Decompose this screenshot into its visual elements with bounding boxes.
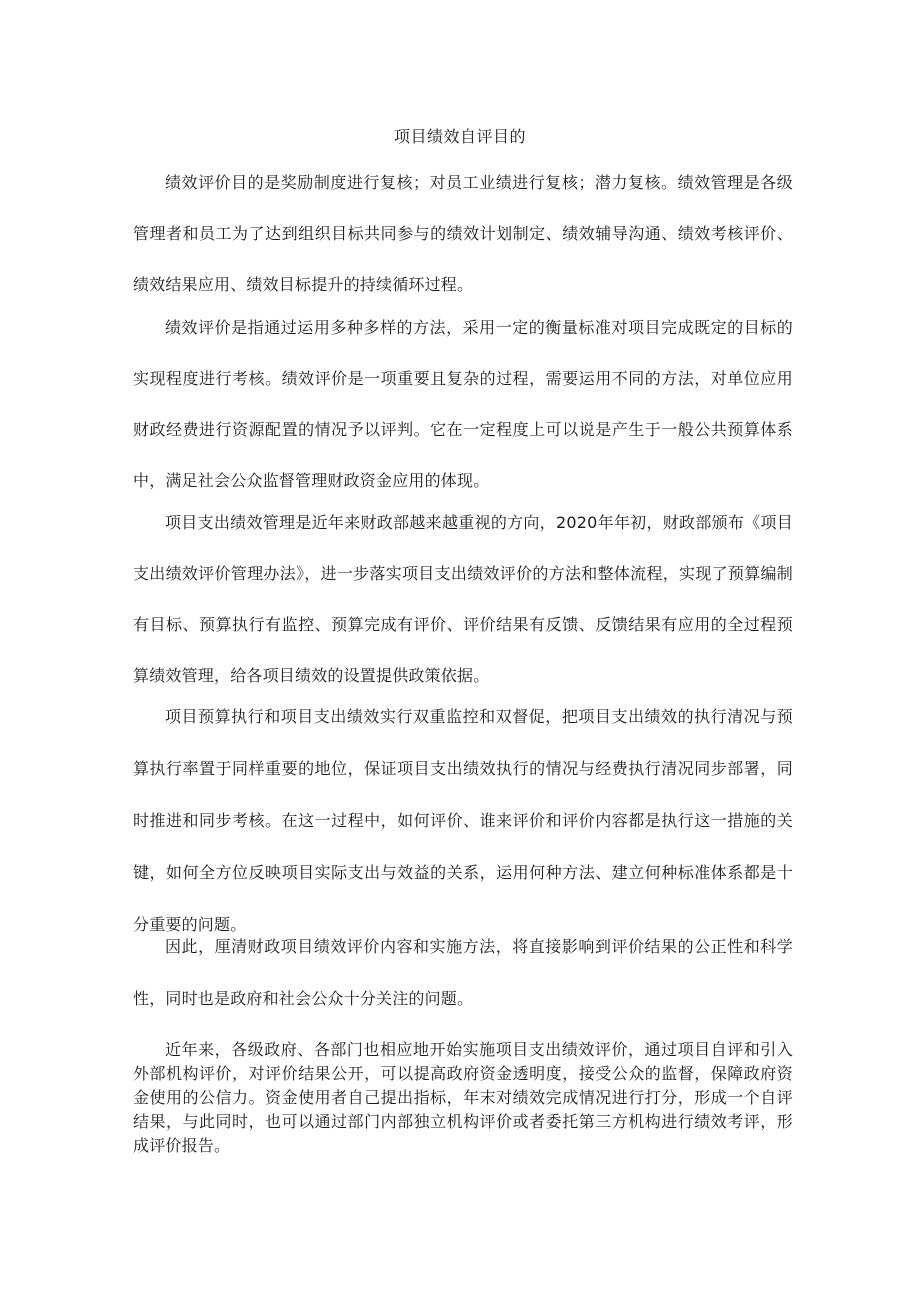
paragraph-project-expenditure-management: 项目支出绩效管理是近年来财政部越来越重视的方向，2020年年初，财政部颁布《项目支出绩效评价管理办法》，进一步落实项目支出绩效评价的方法和整体流程，实现了预算编制有目标、预算执行有监控、预算完成有评价、评价结果有反馈、反馈结果有应用的全过程预算绩效管理，给各项目绩效的设置提供政策依据。 [133,513,793,685]
paragraph-recent-years: 近年来，各级政府、各部门也相应地开始实施项目支出绩效评价，通过项目自评和引入外部机构评价，对评价结果公开，可以提高政府资金透明度，接受公众的监督，保障政府资金使用的公信力。资金使用者自己提出指标，年末对绩效完成情况进行打分，形成一个自评结果，与此同时，也可以通过部门内部独立机构评价或者委托第三方机构进行绩效考评，形成评价报告。 [133,1040,793,1155]
document-title: 项目绩效自评目的 [393,127,526,146]
paragraph-dual-monitoring: 项目预算执行和项目支出绩效实行双重监控和双督促，把项目支出绩效的执行清况与预算执行率置于同样重要的地位，保证项目支出绩效执行的情况与经费执行清况同步部署，同时推进和同步考核。在这一过程中，如何评价、谁来评价和评价内容都是执行这一措施的关键，如何全方位反映项目实际支出与效益的关系，运用何种方法、建立何种标准体系都是十分重要的问题。 [133,707,793,934]
paragraph-conclusion: 因此，厘清财政项目绩效评价内容和实施方法，将直接影响到评价结果的公正性和科学性，同时也是政府和社会公众十分关注的问题。 [133,937,793,1008]
paragraph-performance-evaluation-definition: 绩效评价是指通过运用多种多样的方法，采用一定的衡量标准对项目完成既定的目标的实现程度进行考核。绩效评价是一项重要且复杂的过程，需要运用不同的方法，对单位应用财政经费进行资源配置的情况予以评判。它在一定程度上可以说是产生于一般公共预算体系中，满足社会公众监督管理财政资金应用的体现。 [133,318,793,490]
paragraph-performance-evaluation-purpose: 绩效评价目的是奖励制度进行复核；对员工业绩进行复核；潜力复核。绩效管理是各级管理者和员工为了达到组织目标共同参与的绩效计划制定、绩效辅导沟通、绩效考核评价、绩效结果应用、绩效目标提升的持续循环过程。 [133,173,793,294]
